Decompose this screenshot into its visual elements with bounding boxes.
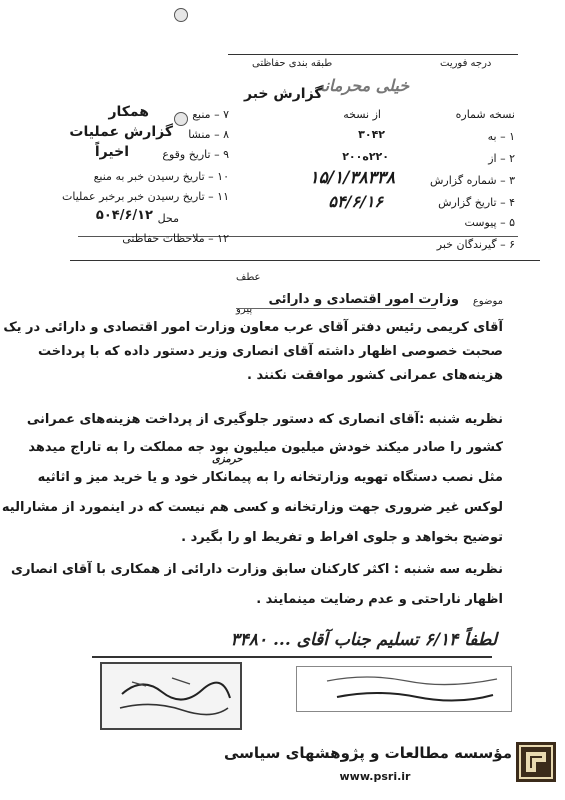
body-line: هزینه‌های عمرانی کشور موافقت نکنند . [247, 368, 503, 383]
report-title: گزارش خبر [244, 86, 323, 102]
field-label-security-notes: ۱۲ – ملاحظات حفاظتی [122, 232, 229, 245]
field-value-report-date: ۵۴/۶/۱۶ [328, 192, 383, 211]
body-line: نظریه شنبه :آقای انصاری که دستور جلوگیری از پرداخت هزینه‌های عمرانی [26, 412, 503, 427]
field-label-ops-receive-date: ۱۱ – تاریخ رسیدن خبر برخبر عملیات [62, 190, 229, 203]
field-label-report-number: ۳ – شماره گزارش [429, 174, 515, 187]
field-label-source-receive-date: ۱۰ – تاریخ رسیدن خبر به منبع [93, 170, 229, 183]
field-label-source: ۷ – منبع [192, 108, 229, 121]
field-value-report-number: ۱۵/۱/۳۸۳۳۸ [309, 168, 395, 188]
field-value-place: ۵۰۴/۶/۱۲ [95, 208, 153, 223]
body-line: توضیح بخواهد و جلوی افراط و تفریط او را بگیرد . [181, 530, 503, 545]
body-line: اظهار ناراحتی و عدم رضایت مینمایند . [256, 592, 503, 607]
classification-value: خیلی محرمانه [316, 76, 410, 95]
header-rule-top [228, 54, 518, 55]
field-value-copy-number: از نسخه [343, 108, 381, 121]
subject-underline [236, 308, 436, 309]
field-value-occurrence-date: اخیراً [94, 144, 129, 160]
subject-value: وزارت امور اقتصادی و دارائی [268, 292, 459, 307]
handwritten-underline [92, 656, 492, 658]
field-label-report-date: ۴ – تاریخ گزارش [438, 196, 515, 209]
body-line: کشور را صادر میکند خودش میلیون میلیون بود جه مملکت را به تاراج میدهد [28, 440, 503, 455]
priority-label: درجه فوریت [440, 58, 492, 69]
stamp-scribble-icon [102, 664, 240, 728]
institute-logo-icon [516, 742, 556, 782]
field-label-occurrence-date: ۹ – تاریخ وقوع [162, 148, 229, 161]
classification-label: طبقه بندی حفاظتی [252, 58, 333, 69]
field-value-origin: گزارش عملیات [69, 124, 173, 140]
field-value-source: همکار [108, 104, 149, 120]
body-line: مثل نصب دستگاه تهویه وزارتخانه را به پیمانکار خود و یا خرید میز و اثاثیه [37, 470, 503, 485]
subject-side-note-1: عطف [236, 272, 261, 283]
subject-side-note-2: پیرو [236, 304, 253, 315]
institute-url: www.psri.ir [339, 770, 411, 783]
field-label-recipients: ۶ – گیرندگان خبر [436, 238, 515, 251]
body-line: لوکس غیر ضروری جهت وزارتخانه و کسی هم نیست که در اینمورد از مشارالیه [1, 500, 503, 515]
handwritten-note: لطفاً ۶/۱۴ تسلیم جناب آقای ... ۳۴۸۰ [230, 630, 497, 650]
field-label-origin: ۸ – منشا [188, 128, 229, 141]
body-line: آقای کریمی رئیس دفتر آقای عرب معاون وزارت امور اقتصادی و دارائی در یک [3, 320, 503, 335]
field-value-from: ۲۲۰ه۲۰۰ [342, 150, 389, 163]
header-rule-bottom [70, 260, 540, 261]
field-label-copy-number: نسخه شماره [455, 108, 515, 121]
body-line: صحبت خصوصی اظهار داشته آقای انصاری وزیر دستور داده که با پرداخت [38, 344, 503, 359]
stamp-box-right [296, 666, 512, 712]
body-line: نظریه سه شنبه : اکثر کارکنان سابق وزارت دارائی از همکاری با آقای انصاری [11, 562, 503, 577]
stamp-box-left [100, 662, 242, 730]
field-label-from: ۲ – از [488, 152, 515, 165]
field-label-to: ۱ – به [487, 130, 515, 143]
field-label-place: محل [157, 212, 179, 225]
interline-note: حرمزی [212, 454, 243, 465]
institute-name: مؤسسه مطالعات و پژوهشهای سیاسی [223, 744, 512, 762]
field-label-attachment: ۵ – پیوست [464, 216, 515, 229]
subject-label: موضوع [472, 296, 503, 307]
stamp-scribble-icon [297, 667, 511, 711]
punch-hole-top [174, 8, 188, 22]
punch-hole-bottom [174, 112, 188, 126]
field-value-to: ۳۰۴۲ [358, 128, 385, 141]
